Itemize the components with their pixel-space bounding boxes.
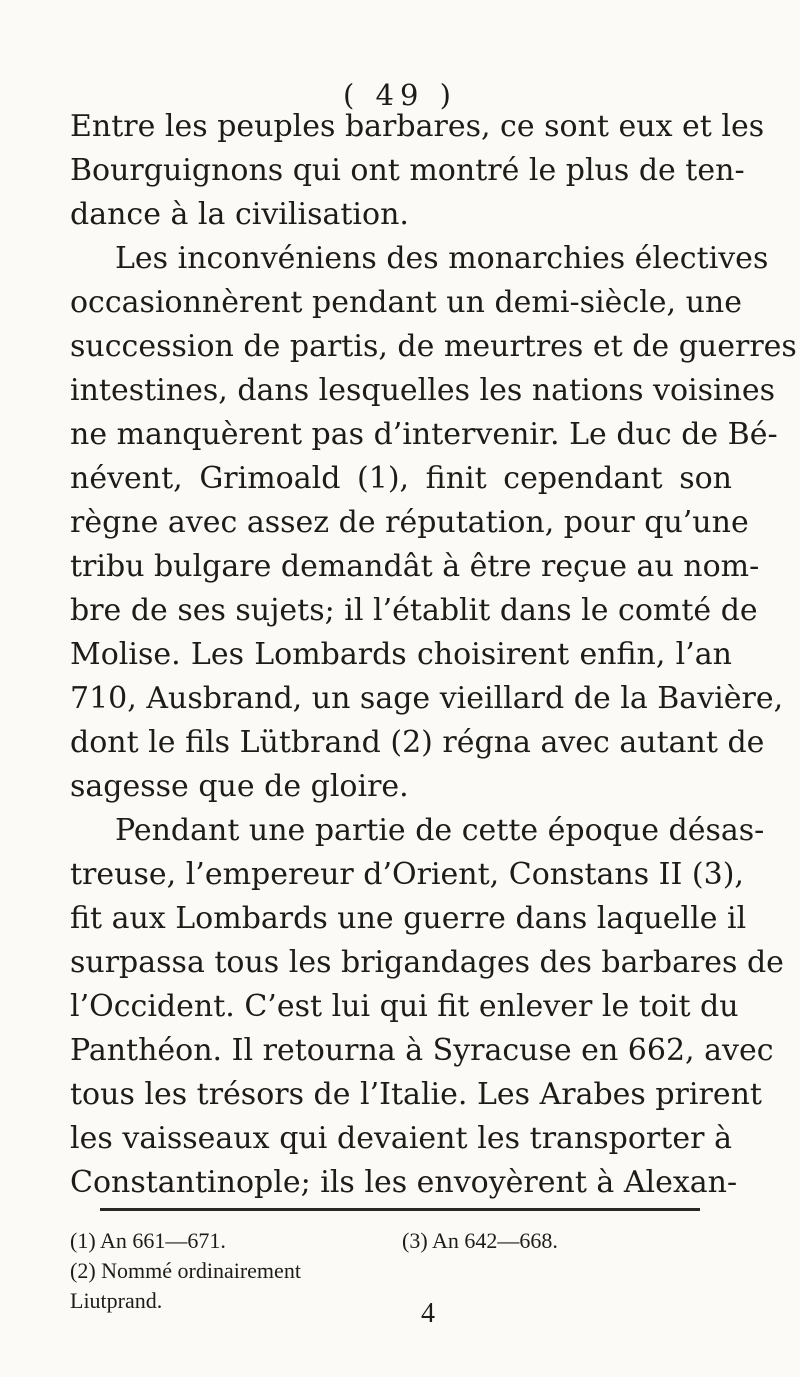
footnote-3: (3) An 642—668. (402, 1228, 558, 1253)
body-line: névent, Grimoald (1), finit cependant son (70, 461, 732, 496)
body-line: Pendant une partie de cette époque désas- (115, 813, 765, 848)
body-line: l’Occident. C’est lui qui fit enlever le toit du (70, 989, 739, 1024)
body-line: tribu bulgare demandât à être reçue au nom- (70, 549, 760, 584)
body-line: dance à la civilisation. (70, 197, 409, 232)
body-line: Les inconvéniens des monarchies électives (115, 241, 769, 276)
body-line: tous les trésors de l’Italie. Les Arabes prirent (70, 1077, 762, 1112)
body-line: Bourguignons qui ont montré le plus de ten- (70, 153, 745, 188)
body-line: bre de ses sujets; il l’établit dans le comté de (70, 593, 758, 628)
footnote-2: (2) Nommé ordinairement (70, 1258, 301, 1283)
signature-mark: 4 (421, 1298, 435, 1329)
body-line: sagesse que de gloire. (70, 769, 409, 804)
body-line: dont le fils Lütbrand (2) régna avec autant de (70, 725, 765, 760)
body-line: surpassa tous les brigandages des barbares de (70, 945, 784, 980)
body-line: règne avec assez de réputation, pour qu’une (70, 505, 749, 540)
body-line: treuse, l’empereur d’Orient, Constans II (3), (70, 857, 744, 892)
body-line: Entre les peuples barbares, ce sont eux et les (70, 109, 765, 144)
page-number: ( 49 ) (343, 78, 457, 112)
body-line: succession de partis, de meurtres et de guerres (70, 329, 797, 364)
body-line: les vaisseaux qui devaient les transporter à (70, 1121, 732, 1156)
body-line: ne manquèrent pas d’intervenir. Le duc de Bé- (70, 417, 778, 452)
body-line: Panthéon. Il retourna à Syracuse en 662, avec (70, 1033, 774, 1068)
footnote-2-continued: Liutprand. (70, 1288, 163, 1313)
footnote-rule (100, 1208, 700, 1211)
footnote-1: (1) An 661—671. (70, 1228, 226, 1253)
body-line: Molise. Les Lombards choisirent enfin, l’an (70, 637, 732, 672)
body-line: intestines, dans lesquelles les nations voisines (70, 373, 776, 408)
body-line: 710, Ausbrand, un sage vieillard de la Bavière, (70, 681, 784, 716)
body-line: Constantinople; ils les envoyèrent à Alexan- (70, 1165, 738, 1200)
body-line: fit aux Lombards une guerre dans laquelle il (70, 901, 747, 936)
body-line: occasionnèrent pendant un demi-siècle, une (70, 285, 742, 320)
